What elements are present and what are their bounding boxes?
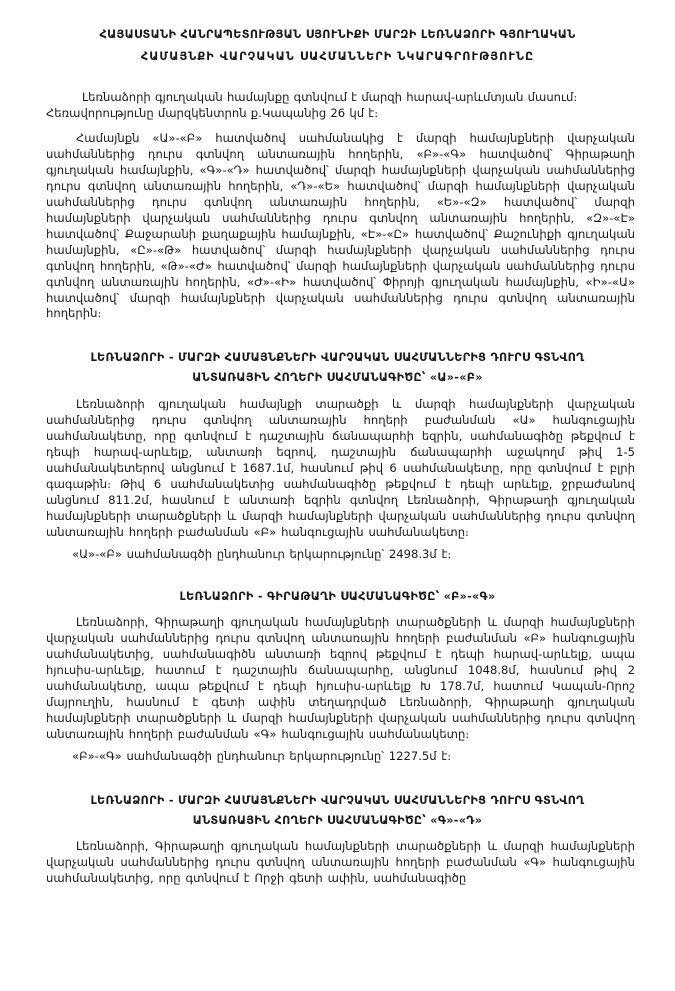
- document-title-line-1: ՀԱՅԱՍՏԱՆԻ ՀԱՆՐԱՊԵՏՈՒԹՅԱՆ ՍՅՈՒՆԻՔԻ ՄԱՐԶԻ ԼԵՌՆԱՁՈՐԻ ԳՅՈՒՂԱԿԱՆ: [99, 28, 576, 41]
- section-heading-2: [18, 587, 657, 607]
- section-heading-3-line-1: ԼԵՌՆԱՁՈՐԻ - ՄԱՐԶԻ ՀԱՄԱՅՆՔՆԵՐԻ ՎԱՐՉԱԿԱՆ ՍԱՀՄԱՆՆԵՐԻՑ ԴՈՒՐՍ ԳՏՆՎՈՂ: [90, 793, 585, 807]
- section-body-1: Լեռնաձորի գյուղական համայնքի տարածքի և մարզի համայնքների վարչական սահմաններից դուրս գտնվող անտառային հողերի բաժանման «Ա» հանգուցային սահմանակետը, որը գտնվում է դաշտային ճանապարհի եզրին, սահմանագիծը թեքվում է դեպի հարավ-արևելք, անտառի եզրով, դաշտային ճանապարհի աջակողմ թիվ 1-5 սահմանակետերով անցնում է 1687.1մ, հասնում թիվ 6 սահմանակետը, որը գտնվում է բլրի գագաթին։ Թիվ 6 սահմանակետից սահմանագիծը թեքվում է դեպի արևելք, ջրբաժանով անցնում 811.2մ, հասնում է անտառի եզրին գտնվող Լեռնաձորի, Գիրաթաղի գյուղական համայնքների տարածքների և մարզի համայնքների վարչական սահմաններից դուրս գտնվող անտառային հողերի բաժանման «Բ» հանգուցային սահմանակետը։: [46, 396, 635, 539]
- section-body-3: Լեռնաձորի, Գիրաթաղի գյուղական համայնքների տարածքների և մարզի համայնքների վարչական սահմաններից դուրս գտնվող անտառային հողերի բաժանման «Գ» հանգուցային սահմանակետից, որը գտնվում է Որջի գետի ափին, սահմանագիծը: [46, 839, 635, 886]
- intro-line-2: Հեռավորությունը մարզկենտրոն ք.Կապանից 26 կմ է։: [46, 105, 379, 120]
- document-title-line-2: ՀԱՄԱՅՆՔԻ ՎԱՐՉԱԿԱՆ ՍԱՀՄԱՆՆԵՐԻ ՆԿԱՐԱԳՐՈՒԹՅՈՒՆԸ: [140, 49, 535, 63]
- document-title: [26, 24, 649, 68]
- intro-line-1: Լեռնաձորի գյուղական համայնքը գտնվում է մարզի հարավ-արևմտյան մասում։: [82, 89, 578, 104]
- section-heading-1-line-2: ԱՆՏԱՌԱՅԻՆ ՀՈՂԵՐԻ ՍԱՀՄԱՆԱԳԻԾԸ՝ «Ա»-«Բ»: [192, 371, 483, 385]
- section-heading-1-line-1: ԼԵՌՆԱՁՈՐԻ - ՄԱՐԶԻ ՀԱՄԱՅՆՔՆԵՐԻ ՎԱՐՉԱԿԱՆ ՍԱՀՄԱՆՆԵՐԻՑ ԴՈՒՐՍ ԳՏՆՎՈՂ: [90, 351, 585, 365]
- overview-paragraph: Համայնքն «Ա»-«Բ» հատվածով սահմանակից է մարզի համայնքների վարչական սահմաններից դուրս գտնվող անտառային հողերին, «Բ»-«Գ» հատվածով՝ Գիրաթաղի գյուղական համայնքին, «Գ»-«Դ» հատվածով՝ մարզի համայնքների վարչական սահմաններից դուրս գտնվող անտառային հողերին, «Դ»-«Ե» հատվածով՝ մարզի համայնքների վարչական սահմաններից դուրս գտնվող անտառային հողերին, «Ե»-«Զ» հատվածով՝ մարզի համայնքների վարչական սահմաններից դուրս գտնվող անտառային հողերին, «Զ»-«Է» հատվածով՝ Քաջարանի քաղաքային համայնքին, «Է»-«Ը» հատվածով՝ Քաշունիքի գյուղական համայնքին, «Ը»-«Թ» հատվածով՝ մարզի համայնքների վարչական սահմաններից դուրս գտնվող հողերին, «Թ»-«Ժ» հատվածով՝ մարզի համայնքների վարչական սահմաններից դուրս գտնվող անտառային հողերին, «Ժ»-«Ի» հատվածով՝ Փիրոյի գյուղական համայնքին, «Ի»-«Ա» հատվածով՝ մարզի համայնքների վարչական սահմաններից դուրս գտնվող անտառային հողերին։: [46, 130, 635, 321]
- section-heading-2-line-1: ԼԵՌՆԱՁՈՐԻ - ԳԻՐԱԹԱՂԻ ՍԱՀՄԱՆԱԳԻԾԸ՝ «Բ»-«Գ»: [179, 589, 496, 603]
- section-heading-3: [18, 791, 657, 830]
- section-measure-1: «Ա»-«Բ» սահմանագծի ընդհանուր երկարությունը՝ 2498.3մ է։: [72, 546, 452, 561]
- section-heading-1: [18, 348, 657, 387]
- section-body-2: Լեռնաձորի, Գիրաթաղի գյուղական համայնքների տարածքների և մարզի համայնքների վարչական սահմաններից դուրս գտնվող անտառային հողերի բաժանման «Բ» հանգուցային սահմանակետից, սահմանագիծն անտառի եզրով թեքվում է դեպի հարավ-արևելք, ապա հյուսիս-արևելք, հատում է դաշտային ճանապարհը, անցնում 1048.8մ, հասնում թիվ 2 սահմանակետը, ապա թեքվում է դեպի հյուսիս-արևելք Խ 178.7մ, հատում Կապան-Որոշ մայրուղին, հասնում է գետի ափին տեղադրված Լեռնաձորի, Գիրաթաղի գյուղական համայնքների տարածքների և մարզի համայնքների վարչական սահմաններից դուրս գտնվող անտառային հողերի բաժանման «Գ» հանգուցային սահմանակետը։: [46, 615, 635, 741]
- section-measure-2: «Բ»-«Գ» սահմանագծի ընդհանուր երկարությունը՝ 1227.5մ է։: [72, 748, 452, 763]
- document-page: [0, 24, 675, 991]
- section-heading-3-line-2: ԱՆՏԱՌԱՅԻՆ ՀՈՂԵՐԻ ՍԱՀՄԱՆԱԳԻԾԸ՝ «Գ»-«Դ»: [192, 813, 483, 827]
